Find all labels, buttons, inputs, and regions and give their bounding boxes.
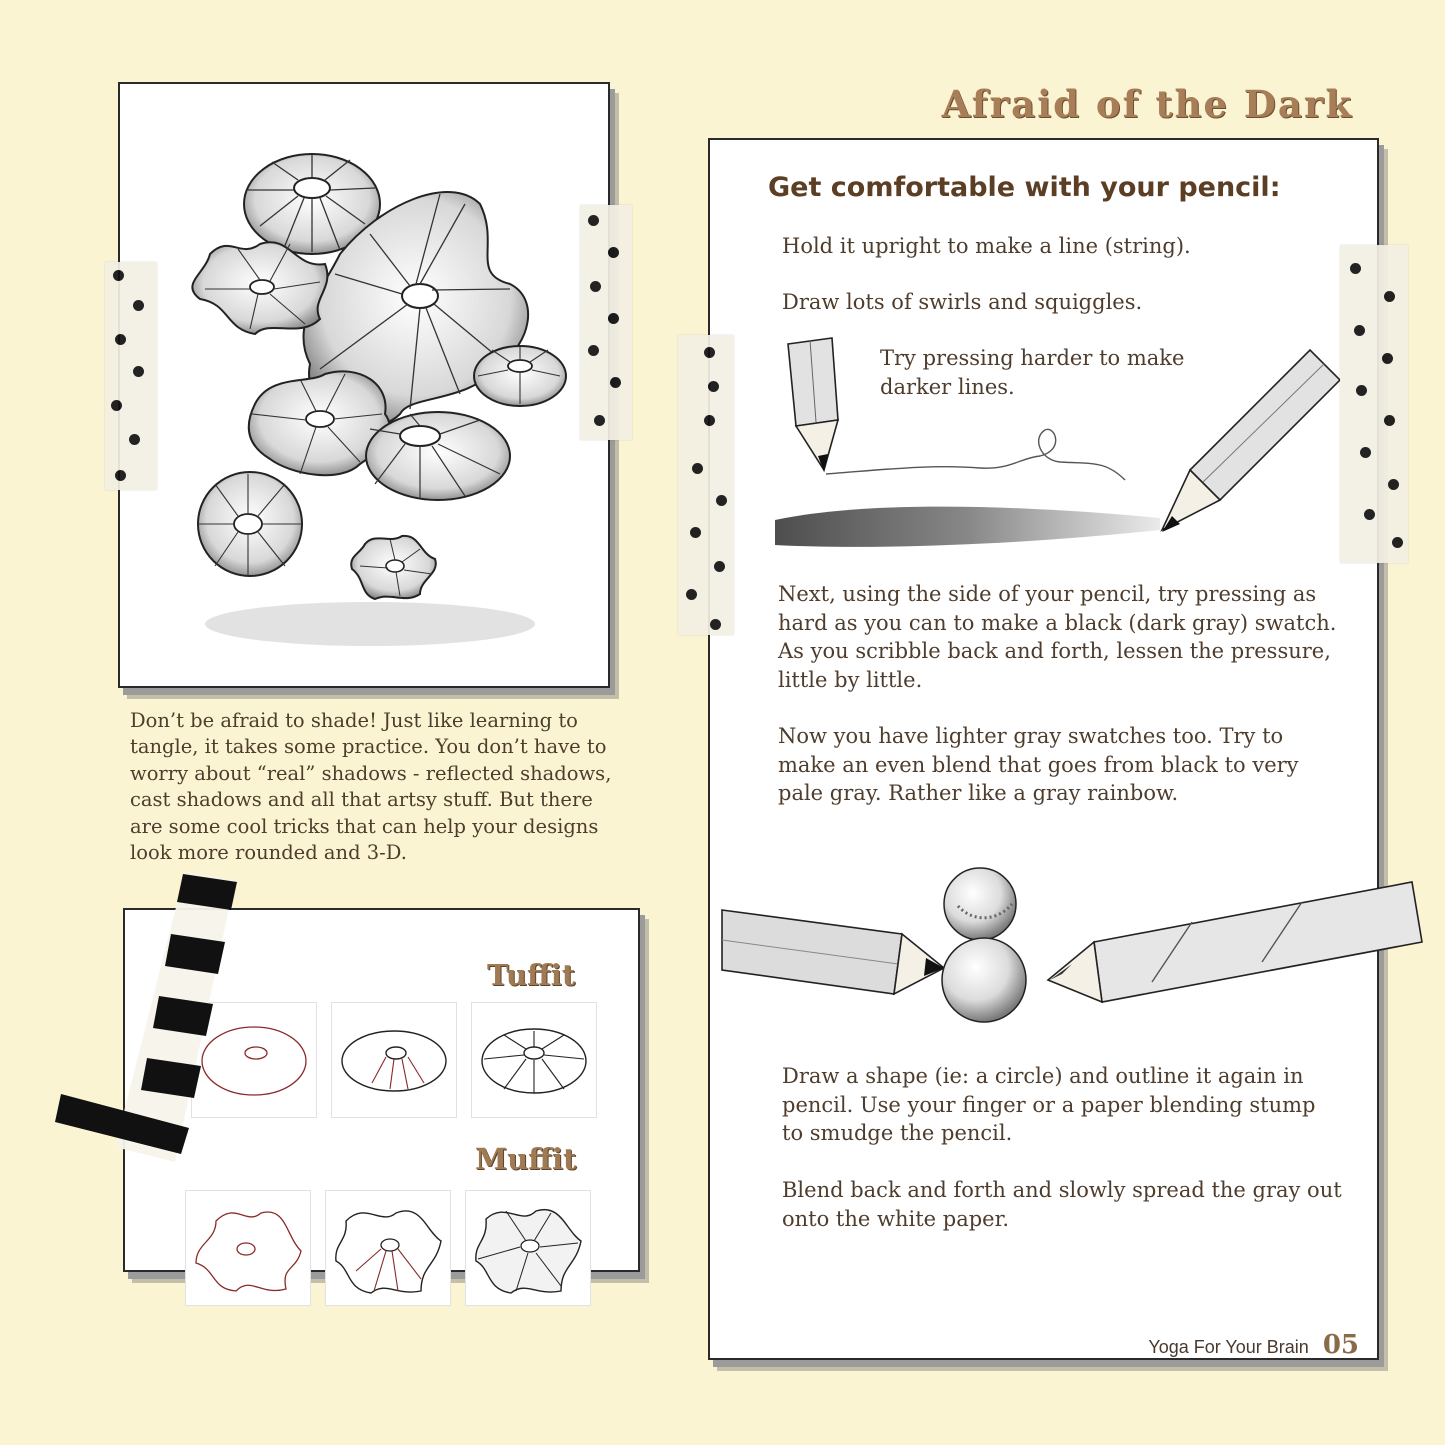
muffit-step-3 [465, 1190, 591, 1306]
tuffit-lower-left [198, 472, 302, 576]
slanted-pencil-icon [1162, 350, 1340, 532]
intro-paragraph: Don’t be afraid to shade! Just like learning to tangle, it takes some practice. You don’t have to worry about “real” shadows - reflected shadows, cast shadows and all that artsy stuff. But there are some cool tricks that can help your designs look more rounded and 3-D. [130, 709, 612, 865]
polka-dot-tape-main-right [1340, 245, 1408, 563]
striped-tape [55, 872, 295, 1182]
flower-tangle-illustration [120, 84, 608, 686]
book-title: Yoga For Your Brain [1148, 1337, 1309, 1357]
tuffit-small-right [474, 346, 566, 406]
tuffit-step-2 [331, 1002, 457, 1118]
muffit-small-left [192, 242, 327, 334]
main-heading: Get comfortable with your pencil: [768, 172, 1281, 203]
flower-tangle-card [118, 82, 610, 688]
instruction-paragraph-1: Next, using the side of your pencil, try pressing as hard as you can to make a black (dark gray) swatch. As you scribble back and forth, lessen the pressure, little by little. [778, 582, 1337, 692]
tuffit-middle-right [366, 412, 510, 500]
blending-illustration [722, 862, 1362, 1042]
muffit-heading: Muffit [475, 1142, 577, 1176]
tuffit-step-3 [471, 1002, 597, 1118]
instruction-paragraph-4: Blend back and forth and slowly spread the gray out onto the white paper. [782, 1178, 1342, 1231]
page-footer [1148, 1330, 1359, 1360]
instruction-line-1: Hold it upright to make a line (string). [782, 234, 1191, 258]
left-pencil-icon [722, 910, 944, 994]
instruction-paragraph-3: Draw a shape (ie: a circle) and outline it again in pencil. Use your finger or a paper blending stump to smudge the pencil. [782, 1064, 1316, 1145]
muffit-bottom-small [351, 536, 436, 599]
muffit-step-2 [325, 1190, 451, 1306]
instruction-line-2: Draw lots of swirls and squiggles. [782, 290, 1143, 314]
page-title: Afraid of the Dark [941, 82, 1353, 126]
upright-pencil-icon [788, 338, 838, 472]
polka-dot-tape-left [105, 262, 157, 490]
page-number: 05 [1322, 1330, 1359, 1360]
instruction-line-3: Try pressing harder to make darker lines. [880, 346, 1185, 399]
tuffit-heading: Tuffit [487, 958, 576, 992]
polka-dot-tape-right [580, 205, 632, 440]
muffit-step-1 [185, 1190, 311, 1306]
polka-dot-tape-main-left [678, 335, 734, 635]
instruction-paragraph-2: Now you have lighter gray swatches too. Try to make an even blend that goes from black to very pale gray. Rather like a gray rainbow. [778, 724, 1299, 805]
pencil-line-illustration [720, 330, 1360, 560]
